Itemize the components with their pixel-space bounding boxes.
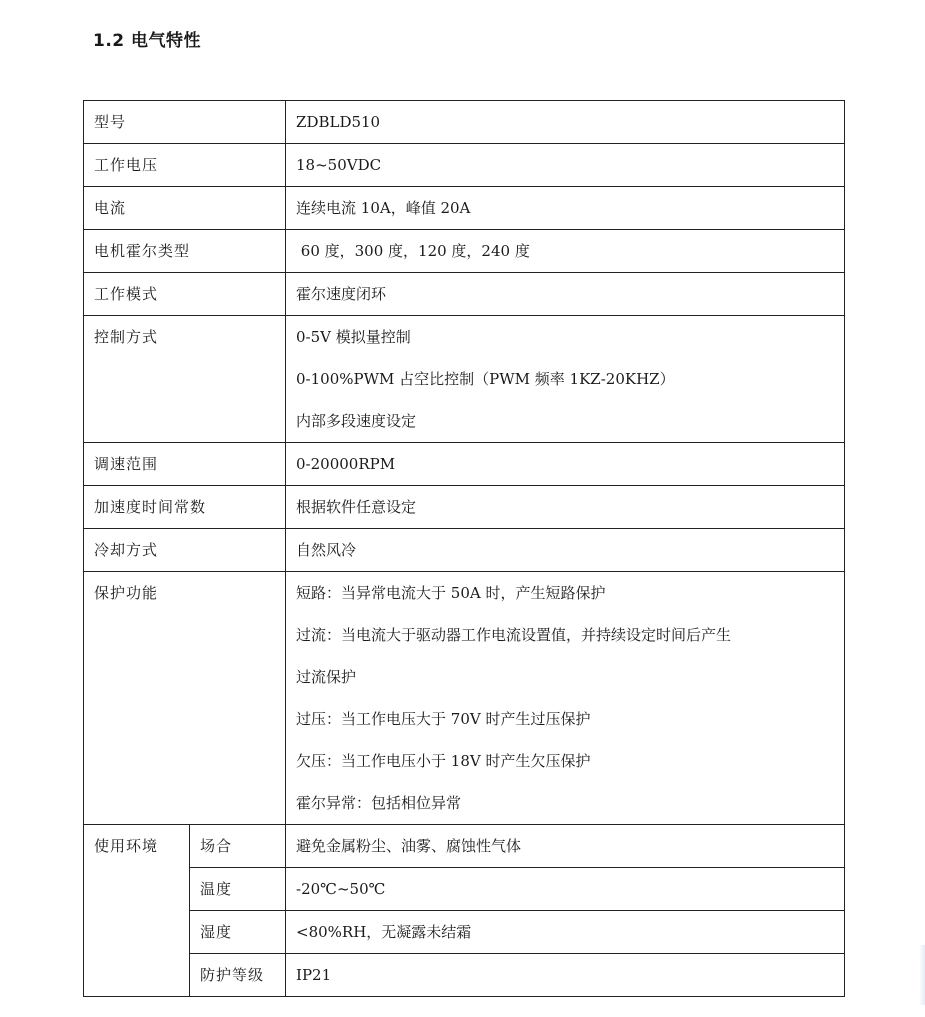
env-value-temperature: -20℃~50℃: [286, 868, 845, 911]
row-value-speed-range: 0-20000RPM: [286, 443, 845, 486]
table-row: [84, 230, 845, 273]
row-value-model: ZDBLD510: [286, 101, 845, 144]
table-row: [84, 529, 845, 572]
row-value-cooling: 自然风冷: [286, 529, 845, 572]
env-sublabel-protection-class: 防护等级: [190, 954, 286, 997]
protection-line: 过流：当电流大于驱动器工作电流设置值，并持续设定时间后产生: [296, 626, 732, 644]
env-value-humidity: <80%RH，无凝露未结霜: [286, 911, 845, 954]
row-value-hall-type: 60 度，300 度，120 度，240 度: [286, 230, 845, 273]
row-label-speed-range: 调速范围: [84, 443, 286, 486]
section-title: 1.2 电气特性: [93, 31, 202, 51]
row-value-accel: 根据软件任意设定: [286, 486, 845, 529]
table-row: [84, 868, 845, 911]
table-row: [84, 825, 845, 868]
table-row: [84, 101, 845, 144]
protection-line: 霍尔异常：包括相位异常: [296, 794, 462, 812]
control-line: 内部多段速度设定: [296, 412, 417, 430]
protection-line: 短路：当异常电流大于 50A 时，产生短路保护: [296, 584, 606, 602]
table-row: [84, 316, 845, 443]
row-label-cooling: 冷却方式: [84, 529, 286, 572]
table-row: [84, 443, 845, 486]
row-value-protection: [286, 572, 845, 825]
row-value-current: 连续电流 10A，峰值 20A: [286, 187, 845, 230]
table-row: [84, 486, 845, 529]
row-label-hall-type: 电机霍尔类型: [84, 230, 286, 273]
row-label-model: 型号: [84, 101, 286, 144]
row-label-protection: 保护功能: [84, 572, 286, 825]
control-line: 0-100%PWM 占空比控制（PWM 频率 1KZ-20KHZ）: [296, 370, 675, 388]
row-value-mode: 霍尔速度闭环: [286, 273, 845, 316]
row-label-voltage: 工作电压: [84, 144, 286, 187]
page-edge-shadow: [919, 945, 925, 1005]
protection-line: 过流保护: [296, 668, 357, 686]
row-label-environment: 使用环境: [84, 825, 190, 997]
env-sublabel-humidity: 湿度: [190, 911, 286, 954]
table-row: [84, 572, 845, 825]
protection-line: 过压：当工作电压大于 70V 时产生过压保护: [296, 710, 591, 728]
env-value-site: 避免金属粉尘、油雾、腐蚀性气体: [286, 825, 845, 868]
table-row: [84, 187, 845, 230]
row-value-control: [286, 316, 845, 443]
electrical-spec-table: [83, 100, 845, 997]
env-sublabel-site: 场合: [190, 825, 286, 868]
env-sublabel-temperature: 温度: [190, 868, 286, 911]
row-label-current: 电流: [84, 187, 286, 230]
row-label-accel: 加速度时间常数: [84, 486, 286, 529]
row-label-mode: 工作模式: [84, 273, 286, 316]
table-row: [84, 911, 845, 954]
protection-line: 欠压：当工作电压小于 18V 时产生欠压保护: [296, 752, 591, 770]
table-row: [84, 954, 845, 997]
env-value-protection-class: IP21: [286, 954, 845, 997]
table-row: [84, 144, 845, 187]
table-row: [84, 273, 845, 316]
control-line: 0-5V 模拟量控制: [296, 328, 411, 346]
row-value-voltage: 18~50VDC: [286, 144, 845, 187]
row-label-control: 控制方式: [84, 316, 286, 443]
